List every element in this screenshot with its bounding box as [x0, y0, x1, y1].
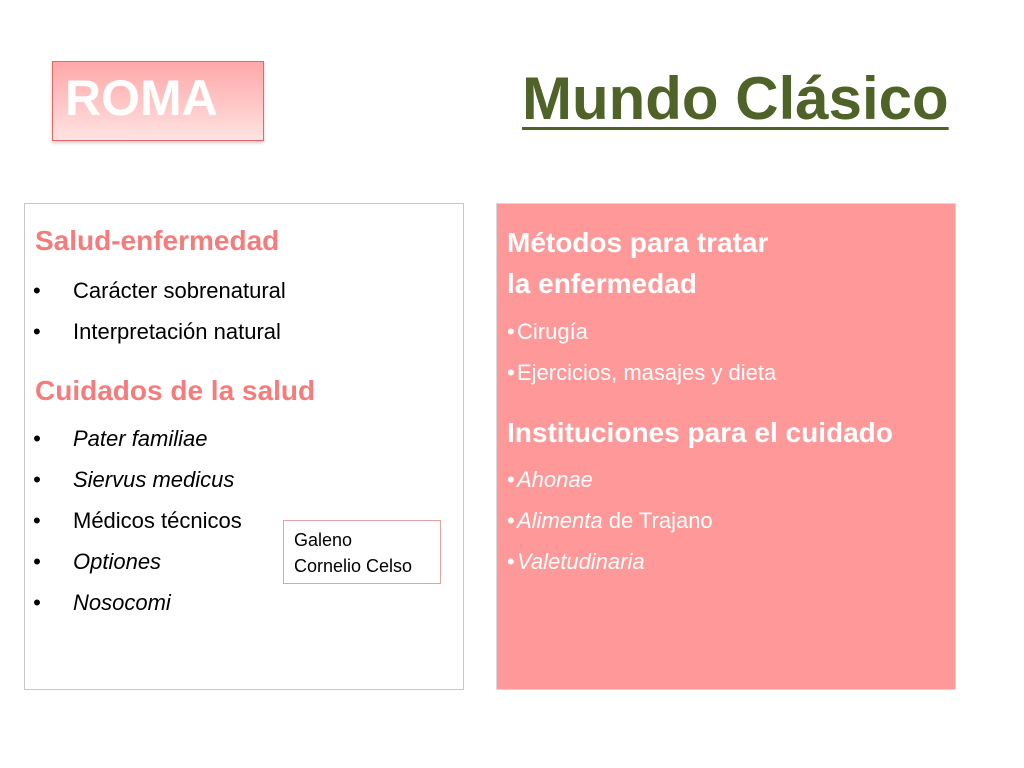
list-item: [507, 541, 713, 582]
item-plain-text: de Trajano: [602, 508, 713, 533]
physicians-note-box: [283, 520, 441, 584]
list-item: • Nosocomi: [25, 582, 242, 623]
item-italic-text: Alimenta: [517, 508, 603, 533]
note-line: Galeno: [294, 530, 353, 550]
list-item: [507, 500, 713, 541]
list-item: • Ejercicios, masajes y dieta: [507, 352, 776, 393]
list-item: • Carácter sobrenatural: [25, 270, 286, 311]
list-item: [507, 459, 713, 500]
list-item: • Interpretación natural: [25, 311, 286, 352]
list-item: • Médicos técnicos: [25, 500, 242, 541]
note-line: Cornelio Celso: [294, 556, 413, 576]
metodos-heading-line2: la enfermedad: [507, 268, 697, 299]
roma-badge-label: ROMA: [65, 70, 218, 126]
roma-badge: [52, 61, 264, 141]
list-item: • Siervus medicus: [25, 459, 242, 500]
cuidados-salud-heading: Cuidados de la salud: [35, 375, 316, 406]
cuidados-salud-list: [25, 418, 242, 623]
salud-enfermedad-list: [25, 270, 286, 352]
left-panel: [24, 203, 464, 690]
slide-title: Mundo Clásico: [522, 65, 949, 132]
instituciones-heading: Instituciones para el cuidado: [507, 417, 893, 448]
instituciones-list: [507, 459, 713, 582]
metodos-list: [507, 311, 776, 393]
item-italic-text: Valetudinaria: [517, 549, 645, 574]
salud-enfermedad-heading: Salud-enfermedad: [35, 225, 280, 256]
list-item: • Optiones: [25, 541, 242, 582]
list-item: • Pater familiae: [25, 418, 242, 459]
list-item: • Cirugía: [507, 311, 776, 352]
metodos-heading-line1: Métodos para tratar: [507, 227, 769, 258]
item-italic-text: Ahonae: [517, 467, 593, 492]
right-panel: [496, 203, 956, 690]
